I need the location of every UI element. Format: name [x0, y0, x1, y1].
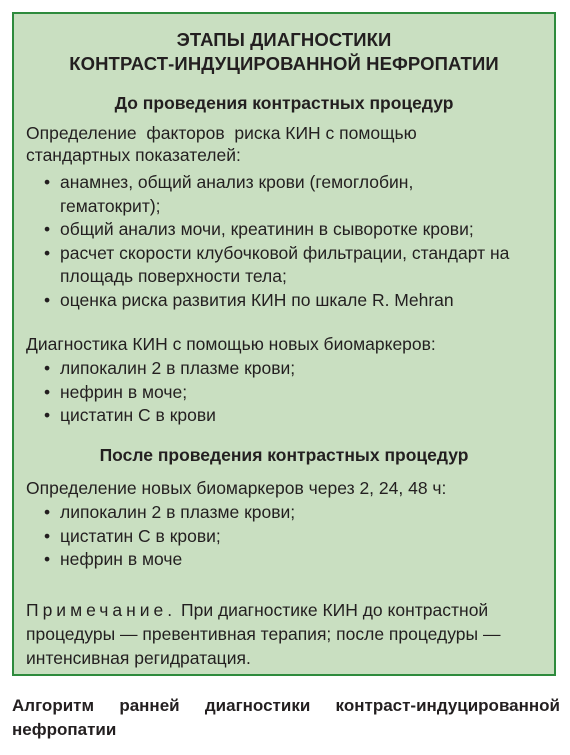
box-title-line1: ЭТАПЫ ДИАГНОСТИКИ — [176, 29, 392, 50]
list-item: • липокалин 2 в плазме крови; — [44, 501, 544, 525]
after-biomarker-list — [44, 501, 544, 572]
risk-factors-intro — [26, 122, 546, 166]
biomarker-diagnostics-intro: Диагностика КИН с помощью новых биомаркеров: — [26, 334, 436, 354]
after-biomarkers-intro: Определение новых биомаркеров через 2, 24, 48 ч: — [26, 478, 447, 498]
note-label: Примечание. — [26, 600, 177, 620]
note-text: При диагностике КИН до контрастной процедуры — превентивная терапия; после процедуры — интенсивная регидратация. — [26, 600, 501, 668]
box-title — [14, 28, 554, 76]
risk-factors-intro-line2: стандартных показателей: — [26, 145, 241, 165]
diagnostic-stages-box — [12, 12, 556, 676]
biomarker-list — [44, 357, 544, 428]
before-procedures-heading: До проведения контрастных процедур — [114, 93, 454, 113]
list-item: • нефрин в моче; — [44, 381, 544, 405]
list-item: • липокалин 2 в плазме крови; — [44, 357, 544, 381]
after-procedures-heading: После проведения контрастных процедур — [99, 445, 469, 465]
list-item: • нефрин в моче — [44, 548, 544, 572]
list-item: • анамнез, общий анализ крови (гемоглобин, гематокрит); — [44, 171, 514, 218]
risk-factors-intro-line1: Определение факторов риска КИН с помощью — [26, 123, 417, 143]
list-item: • цистатин С в крови; — [44, 525, 544, 549]
list-item: • цистатин С в крови — [44, 404, 544, 428]
box-title-line2: КОНТРАСТ-ИНДУЦИРОВАННОЙ НЕФРОПАТИИ — [69, 53, 499, 74]
list-item: • расчет скорости клубочковой фильтрации, стандарт на площадь поверхности тела; — [44, 242, 514, 289]
list-item: • общий анализ мочи, креатинин в сыворотке крови; — [44, 218, 514, 242]
figure-caption: Алгоритм ранней диагностики контраст-индуцированной нефропатии — [12, 696, 560, 739]
list-item: • оценка риска развития КИН по шкале R. Mehran — [44, 289, 514, 313]
note-paragraph — [26, 598, 554, 670]
risk-factors-list — [44, 171, 514, 312]
